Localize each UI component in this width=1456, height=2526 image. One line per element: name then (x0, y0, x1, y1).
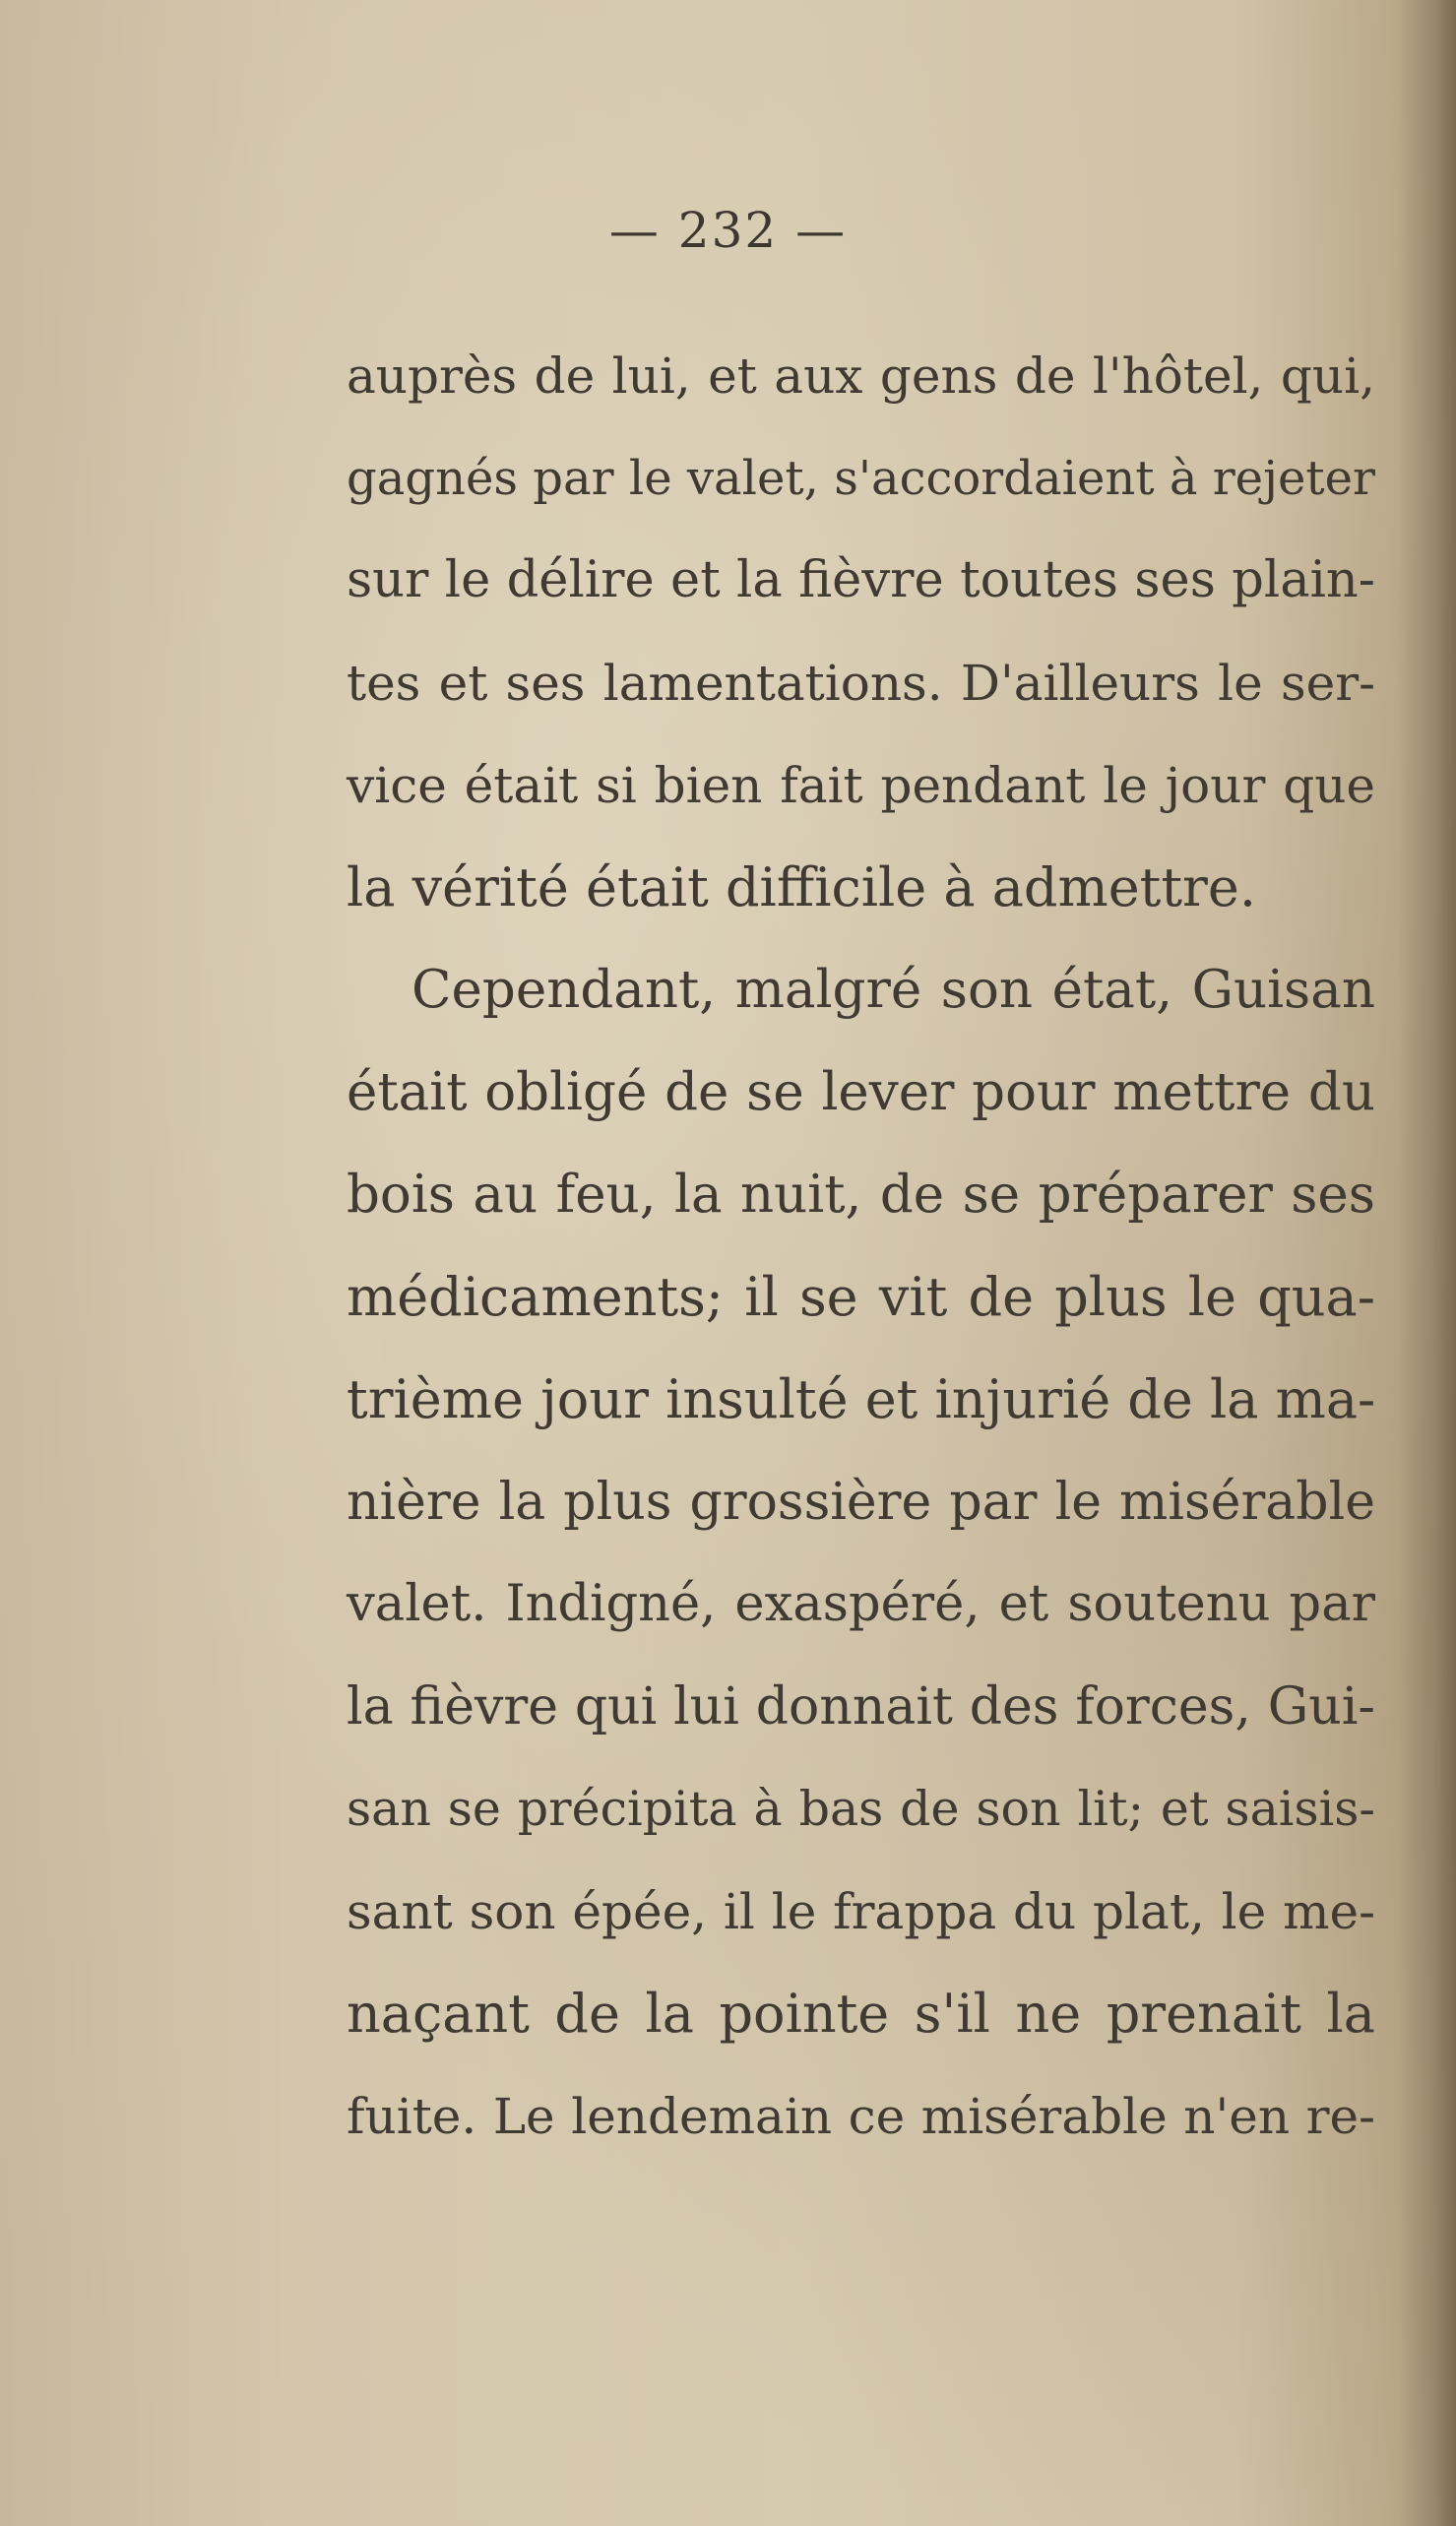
text-line: était obligé de se lever pour mettre du (347, 1062, 1375, 1122)
text-line: san se précipita à bas de son lit; et saisis- (347, 1781, 1375, 1837)
body-text (347, 325, 1375, 2168)
text-line: naçant de la pointe s'il ne prenait la (347, 1983, 1375, 2045)
text-line: trième jour insulté et injurié de la ma- (347, 1368, 1376, 1430)
text-line: la vérité était difficile à admettre. (347, 856, 1256, 918)
paragraph-start-line: Cependant, malgré son état, Guisan (411, 960, 1375, 1020)
text-line: nière la plus grossière par le misérable (347, 1473, 1375, 1532)
page-number: — 232 — (608, 202, 848, 259)
text-line: gagnés par le valet, s'accordaient à rejeter (347, 451, 1375, 506)
text-line: médicaments; il se vit de plus le qua- (347, 1266, 1375, 1328)
text-line: bois au feu, la nuit, de se préparer ses (347, 1165, 1375, 1225)
text-line: tes et ses lamentations. D'ailleurs le ser- (347, 655, 1375, 712)
text-line: sur le délire et la fièvre toutes ses plain- (347, 551, 1375, 609)
text-line: vice était si bien fait pendant le jour que (347, 757, 1375, 814)
text-line: sant son épée, il le frappa du plat, le me- (347, 1883, 1375, 1940)
text-line: valet. Indigné, exaspéré, et soutenu par (347, 1575, 1375, 1633)
text-line: la fièvre qui lui donnait des forces, Gui- (347, 1677, 1375, 1737)
text-line: fuite. Le lendemain ce misérable n'en re- (347, 2088, 1375, 2145)
page-edge-shadow (1397, 0, 1456, 2526)
text-line: auprès de lui, et aux gens de l'hôtel, qui, (347, 347, 1375, 405)
